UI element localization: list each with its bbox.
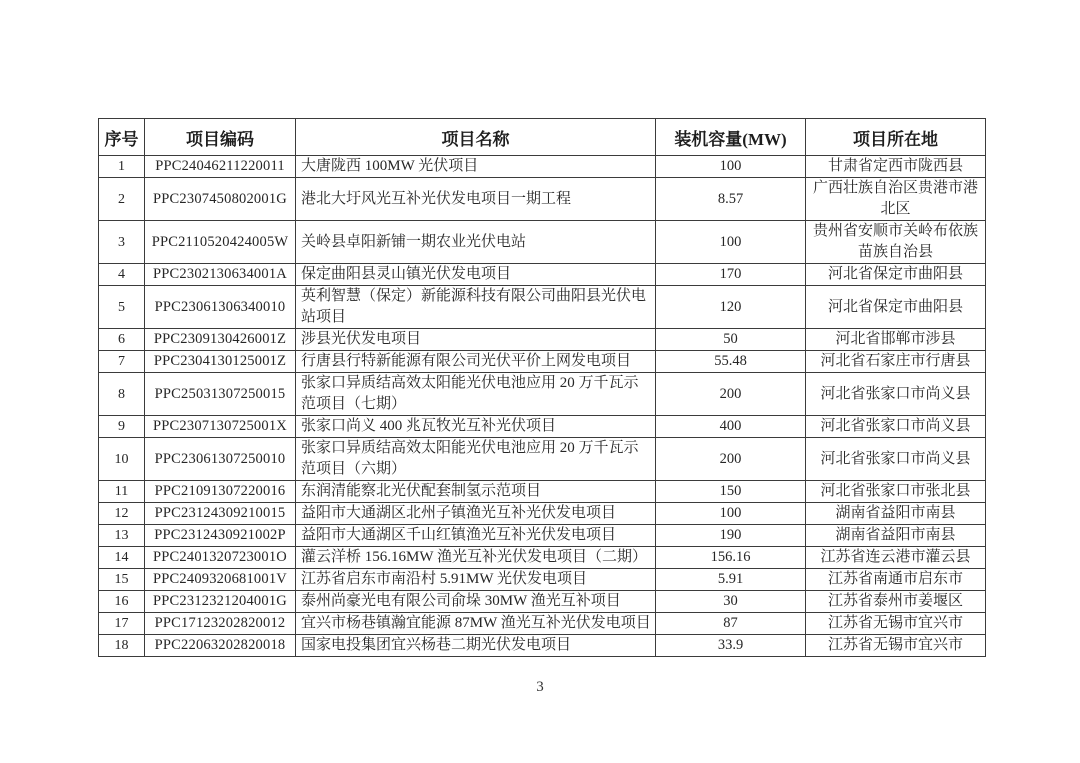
capacity-cell: 200	[656, 438, 806, 481]
location-cell: 河北省张家口市尚义县	[806, 373, 986, 416]
project-name-cell: 张家口尚义 400 兆瓦牧光互补光伏项目	[296, 416, 656, 438]
table-row	[99, 329, 986, 351]
project-code-cell: PPC23061306340010	[145, 286, 296, 329]
capacity-cell: 50	[656, 329, 806, 351]
location-cell: 河北省张家口市张北县	[806, 481, 986, 503]
row-number-cell: 15	[99, 569, 145, 591]
capacity-cell: 33.9	[656, 635, 806, 657]
row-number-cell: 14	[99, 547, 145, 569]
table-row	[99, 221, 986, 264]
row-number-cell: 6	[99, 329, 145, 351]
row-number-cell: 18	[99, 635, 145, 657]
table-row	[99, 264, 986, 286]
project-code-cell: PPC2409320681001V	[145, 569, 296, 591]
project-code-cell: PPC24046211220011	[145, 156, 296, 178]
table-row	[99, 178, 986, 221]
project-code-cell: PPC2312321204001G	[145, 591, 296, 613]
project-name-cell: 益阳市大通湖区千山红镇渔光互补光伏发电项目	[296, 525, 656, 547]
table-row	[99, 481, 986, 503]
row-number-cell: 11	[99, 481, 145, 503]
project-code-cell: PPC23061307250010	[145, 438, 296, 481]
location-cell: 湖南省益阳市南县	[806, 525, 986, 547]
project-code-cell: PPC2304130125001Z	[145, 351, 296, 373]
location-cell: 江苏省连云港市灌云县	[806, 547, 986, 569]
row-number-cell: 4	[99, 264, 145, 286]
column-header: 项目名称	[296, 119, 656, 156]
capacity-cell: 100	[656, 221, 806, 264]
project-code-cell: PPC2110520424005W	[145, 221, 296, 264]
location-cell: 河北省邯郸市涉县	[806, 329, 986, 351]
row-number-cell: 13	[99, 525, 145, 547]
row-number-cell: 3	[99, 221, 145, 264]
table-row	[99, 351, 986, 373]
table-row	[99, 503, 986, 525]
project-name-cell: 行唐县行特新能源有限公司光伏平价上网发电项目	[296, 351, 656, 373]
table-row	[99, 156, 986, 178]
table-row	[99, 438, 986, 481]
capacity-cell: 55.48	[656, 351, 806, 373]
capacity-cell: 5.91	[656, 569, 806, 591]
capacity-cell: 170	[656, 264, 806, 286]
capacity-cell: 87	[656, 613, 806, 635]
capacity-cell: 400	[656, 416, 806, 438]
project-code-cell: PPC2401320723001O	[145, 547, 296, 569]
capacity-cell: 156.16	[656, 547, 806, 569]
project-name-cell: 张家口异质结高效太阳能光伏电池应用 20 万千瓦示范项目（七期）	[296, 373, 656, 416]
table-row	[99, 569, 986, 591]
table-header-row	[99, 119, 986, 156]
location-cell: 江苏省无锡市宜兴市	[806, 635, 986, 657]
project-name-cell: 港北大圩风光互补光伏发电项目一期工程	[296, 178, 656, 221]
project-code-cell: PPC2307450802001G	[145, 178, 296, 221]
row-number-cell: 17	[99, 613, 145, 635]
project-code-cell: PPC23124309210015	[145, 503, 296, 525]
row-number-cell: 1	[99, 156, 145, 178]
column-header: 序号	[99, 119, 145, 156]
project-code-cell: PPC25031307250015	[145, 373, 296, 416]
location-cell: 河北省保定市曲阳县	[806, 264, 986, 286]
project-name-cell: 关岭县卓阳新铺一期农业光伏电站	[296, 221, 656, 264]
project-code-cell: PPC22063202820018	[145, 635, 296, 657]
row-number-cell: 2	[99, 178, 145, 221]
capacity-cell: 30	[656, 591, 806, 613]
capacity-cell: 100	[656, 156, 806, 178]
location-cell: 贵州省安顺市关岭布依族苗族自治县	[806, 221, 986, 264]
project-name-cell: 宜兴市杨巷镇瀚宜能源 87MW 渔光互补光伏发电项目	[296, 613, 656, 635]
row-number-cell: 10	[99, 438, 145, 481]
project-table	[98, 118, 986, 657]
project-name-cell: 益阳市大通湖区北州子镇渔光互补光伏发电项目	[296, 503, 656, 525]
row-number-cell: 16	[99, 591, 145, 613]
row-number-cell: 8	[99, 373, 145, 416]
row-number-cell: 7	[99, 351, 145, 373]
location-cell: 河北省张家口市尚义县	[806, 416, 986, 438]
location-cell: 广西壮族自治区贵港市港北区	[806, 178, 986, 221]
project-name-cell: 大唐陇西 100MW 光伏项目	[296, 156, 656, 178]
table-row	[99, 525, 986, 547]
project-name-cell: 江苏省启东市南沿村 5.91MW 光伏发电项目	[296, 569, 656, 591]
project-name-cell: 保定曲阳县灵山镇光伏发电项目	[296, 264, 656, 286]
location-cell: 湖南省益阳市南县	[806, 503, 986, 525]
location-cell: 河北省张家口市尚义县	[806, 438, 986, 481]
project-code-cell: PPC2309130426001Z	[145, 329, 296, 351]
project-code-cell: PPC2307130725001X	[145, 416, 296, 438]
capacity-cell: 120	[656, 286, 806, 329]
project-name-cell: 涉县光伏发电项目	[296, 329, 656, 351]
column-header: 装机容量(MW)	[656, 119, 806, 156]
capacity-cell: 150	[656, 481, 806, 503]
table-row	[99, 635, 986, 657]
location-cell: 甘肃省定西市陇西县	[806, 156, 986, 178]
location-cell: 河北省保定市曲阳县	[806, 286, 986, 329]
table-row	[99, 613, 986, 635]
project-code-cell: PPC17123202820012	[145, 613, 296, 635]
project-name-cell: 张家口异质结高效太阳能光伏电池应用 20 万千瓦示范项目（六期）	[296, 438, 656, 481]
table-row	[99, 416, 986, 438]
capacity-cell: 200	[656, 373, 806, 416]
project-code-cell: PPC21091307220016	[145, 481, 296, 503]
project-name-cell: 灌云洋桥 156.16MW 渔光互补光伏发电项目（二期）	[296, 547, 656, 569]
table-row	[99, 591, 986, 613]
column-header: 项目编码	[145, 119, 296, 156]
column-header: 项目所在地	[806, 119, 986, 156]
project-code-cell: PPC2302130634001A	[145, 264, 296, 286]
capacity-cell: 8.57	[656, 178, 806, 221]
row-number-cell: 9	[99, 416, 145, 438]
location-cell: 江苏省无锡市宜兴市	[806, 613, 986, 635]
location-cell: 江苏省南通市启东市	[806, 569, 986, 591]
location-cell: 江苏省泰州市姜堰区	[806, 591, 986, 613]
project-name-cell: 英利智慧（保定）新能源科技有限公司曲阳县光伏电站项目	[296, 286, 656, 329]
row-number-cell: 12	[99, 503, 145, 525]
location-cell: 河北省石家庄市行唐县	[806, 351, 986, 373]
project-name-cell: 国家电投集团宜兴杨巷二期光伏发电项目	[296, 635, 656, 657]
capacity-cell: 190	[656, 525, 806, 547]
page-number: 3	[536, 679, 544, 695]
project-code-cell: PPC2312430921002P	[145, 525, 296, 547]
table-row	[99, 373, 986, 416]
table-row	[99, 286, 986, 329]
row-number-cell: 5	[99, 286, 145, 329]
project-name-cell: 泰州尚豪光电有限公司俞垛 30MW 渔光互补项目	[296, 591, 656, 613]
table-row	[99, 547, 986, 569]
capacity-cell: 100	[656, 503, 806, 525]
project-name-cell: 东润清能察北光伏配套制氢示范项目	[296, 481, 656, 503]
